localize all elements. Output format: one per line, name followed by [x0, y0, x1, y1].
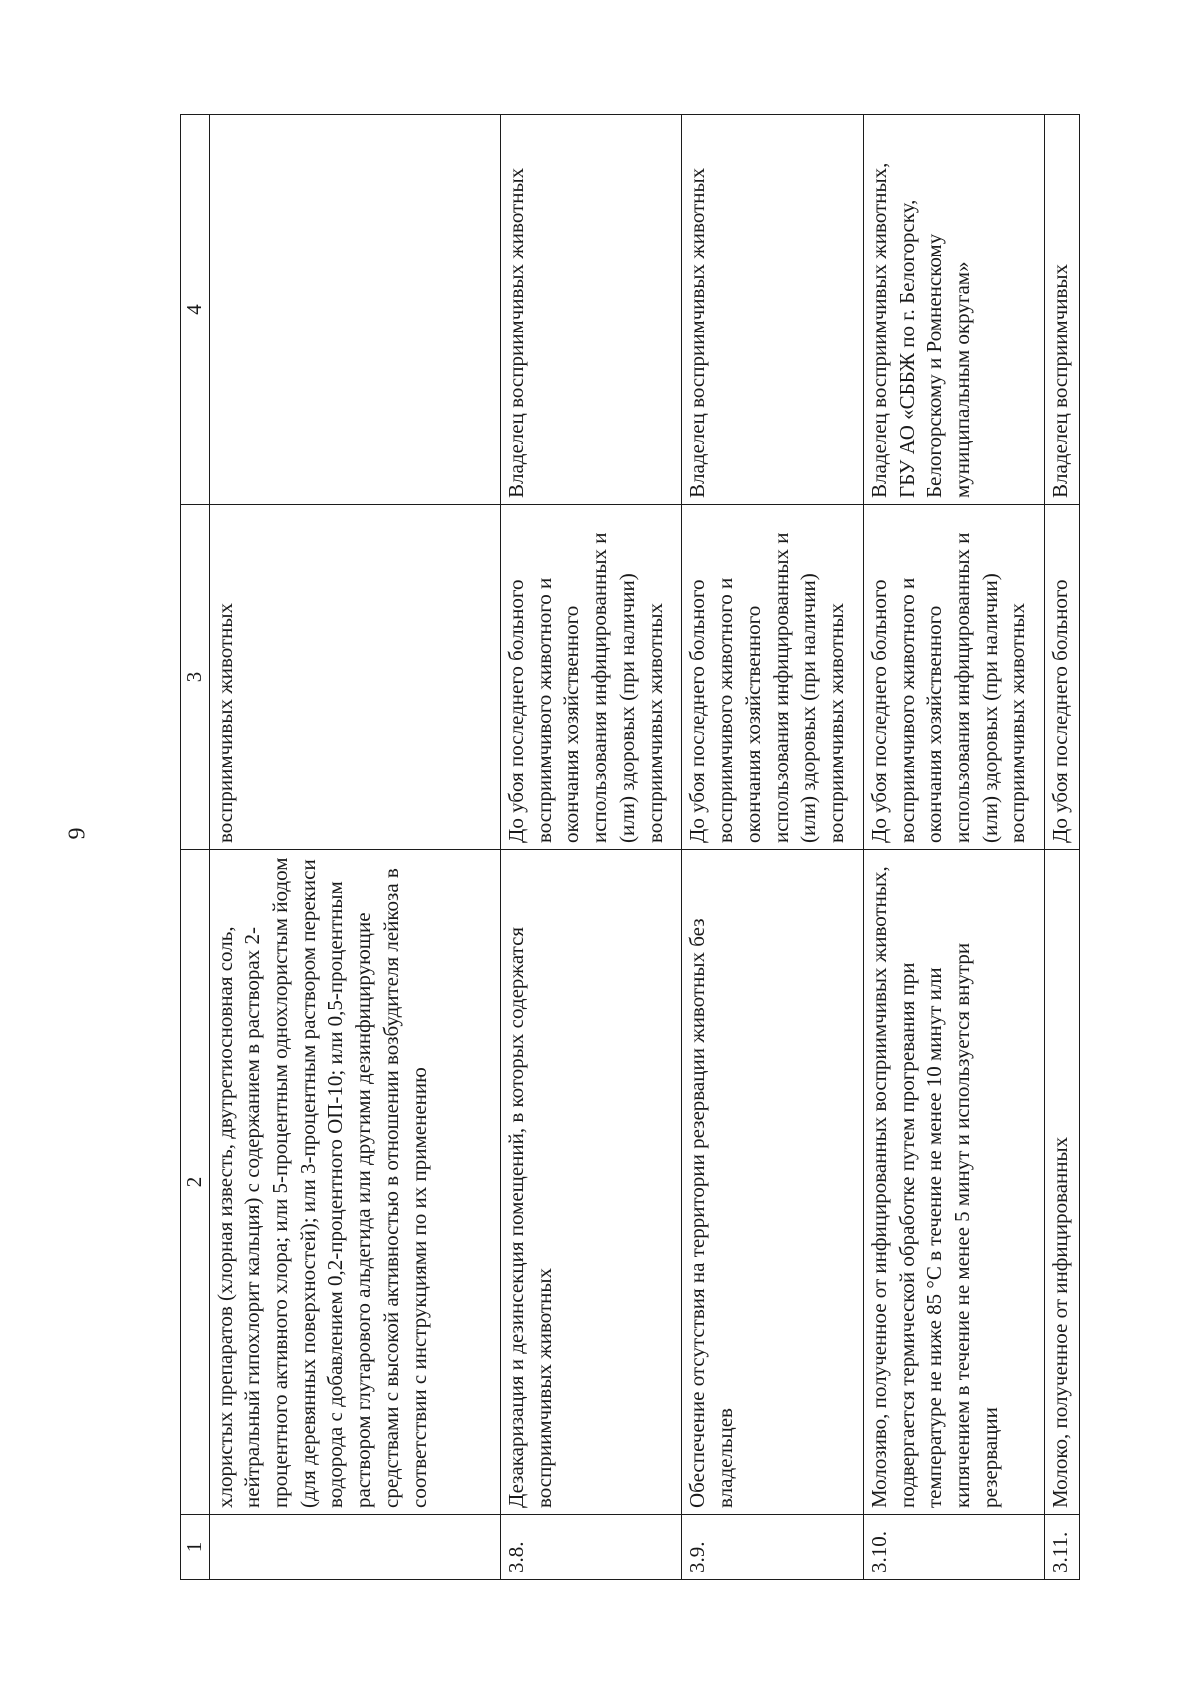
- measure-cell: Молоко, полученное от инфицированных: [1045, 850, 1080, 1515]
- row-number: 3.9.: [682, 1515, 863, 1580]
- measure-cell: Обеспечение отсутствия на территории резервации животных без владельцев: [682, 850, 863, 1515]
- term-cell: До убоя последнего больного восприимчивого животного и окончания хозяйственного использования инфицированных и (или) здоровых (при наличии) восприимчивых животных: [863, 505, 1044, 850]
- term-cell: До убоя последнего больного восприимчивого животного и окончания хозяйственного использования инфицированных и (или) здоровых (при наличии) восприимчивых животных: [682, 505, 863, 850]
- responsible-cell: Владелец восприимчивых животных, ГБУ АО «СББЖ по г. Белогорску, Белогорскому и Ромненскому муниципальным округам»: [863, 115, 1044, 505]
- term-cell: восприимчивых животных: [209, 505, 500, 850]
- measure-cell: Молозиво, полученное от инфицированных восприимчивых животных, подвергается термической обработке путем прогревания при температуре не ниже 85 °С в течение не менее 10 минут или кипячением в течение не менее 5 минут и используется внутри резервации: [863, 850, 1044, 1515]
- measure-cell: Дезакаризация и дезинсекция помещений, в которых содержатся восприимчивых животных: [500, 850, 681, 1515]
- term-cell: До убоя последнего больного: [1045, 505, 1080, 850]
- row-number: 3.11.: [1045, 1515, 1080, 1580]
- table-row: [209, 115, 500, 1580]
- column-header: 3: [181, 505, 210, 850]
- column-header: 1: [181, 1515, 210, 1580]
- responsible-cell: Владелец восприимчивых животных: [500, 115, 681, 505]
- term-cell: До убоя последнего больного восприимчивого животного и окончания хозяйственного использования инфицированных и (или) здоровых (при наличии) восприимчивых животных: [500, 505, 681, 850]
- measures-table: [180, 114, 1080, 1580]
- column-header: 2: [181, 850, 210, 1515]
- table-row: [500, 115, 681, 1580]
- table-row: [682, 115, 863, 1580]
- page-number: 9: [64, 827, 91, 840]
- row-number: 3.10.: [863, 1515, 1044, 1580]
- table-container: [180, 115, 1080, 1580]
- table-row: [1045, 115, 1080, 1580]
- row-number: 3.8.: [500, 1515, 681, 1580]
- responsible-cell: Владелец восприимчивых: [1045, 115, 1080, 505]
- row-number: [209, 1515, 500, 1580]
- column-header: 4: [181, 115, 210, 505]
- responsible-cell: [209, 115, 500, 505]
- table-row: [863, 115, 1044, 1580]
- responsible-cell: Владелец восприимчивых животных: [682, 115, 863, 505]
- measure-cell: хлористых препаратов (хлорная известь, двутретиосновная соль, нейтральный гипохлорит кальция) с содержанием в растворах 2-процентного активного хлора; или 5-процентным однохлористым йодом (для деревянных поверхностей); или 3-процентным раствором перекиси водорода с добавлением 0,2-процентного ОП-10; или 0,5-процентным раствором глутарового альдегида или другими дезинфицирующие средствами с высокой активностью в отношении возбудителя лейкоза в соответствии с инструкциями по их применению: [209, 850, 500, 1515]
- table-header-row: [181, 115, 210, 1580]
